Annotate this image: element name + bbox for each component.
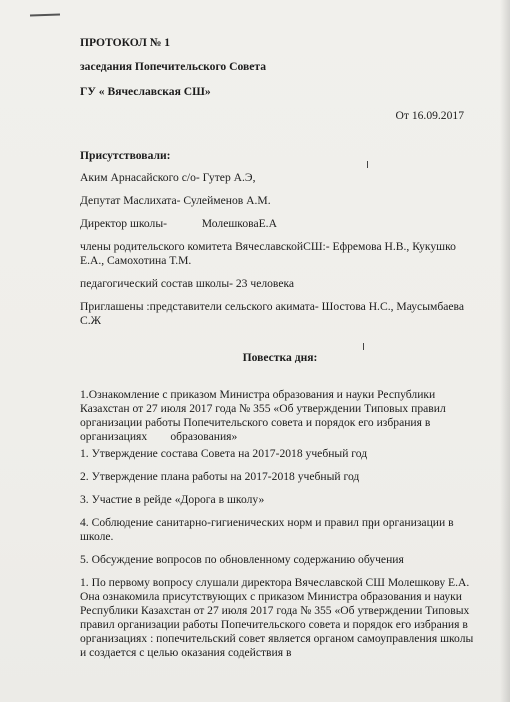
- protocol-text: [80, 36, 480, 660]
- page-edge-shadow: [500, 0, 510, 702]
- protocol-title: ПРОТОКОЛ № 1: [80, 36, 171, 49]
- minutes-paragraph: 1. По первому вопросу слушали директора Вячеславской СШ Молешкову Е.А. Она ознакомила присутствующих с приказом Министра образования и науки Республики Казахстан от 27 июля 2017 года № 355 «Об утверждении Типовых правил организации работы Попечительского совета и порядок его избрания в организациях : попечительский совет является органом самоуправления школы и создается с целью оказания содействия в: [80, 576, 474, 659]
- agenda-item: 5. Обсуждение вопросов по обновленному содержанию обучения: [80, 553, 404, 566]
- agenda-item: 3. Участие в рейде «Дорога в школу»: [80, 493, 265, 506]
- agenda-item: 4. Соблюдение санитарно-гигиенических норм и правил при организации в школе.: [80, 516, 454, 543]
- attendee-line: Приглашены :представители сельского акимата- Шостова Н.С., Маусымбаева С.Ж: [80, 300, 464, 327]
- attendee-line: Депутат Маслихата- Сулейменов А.М.: [80, 194, 271, 207]
- protocol-date: От 16.09.2017: [395, 109, 464, 122]
- agenda-heading: Повестка дня:: [242, 351, 318, 364]
- organization-name: ГУ « Вячеславская СШ»: [80, 85, 211, 98]
- attendee-line: Аким Арнасайского с/о- Гутер А.Э,: [80, 171, 256, 184]
- attendee-line: педагогический состав школы- 23 человека: [80, 277, 295, 290]
- agenda-item: 2. Утверждение плана работы на 2017-2018 учебный год: [80, 470, 360, 483]
- agenda-item: 1.Ознакомление с приказом Министра образования и науки Республики Казахстан от 27 июля 2017 года № 355 «Об утверждении Типовых правил организации работы Попечительского совета и порядок его избрания в организациях образования»: [80, 388, 449, 443]
- attendee-line: члены родительского комитета ВячеславскойСШ:- Ефремова Н.В., Кукушко Е.А., Самохотина Т.М.: [80, 240, 456, 267]
- pen-mark: [30, 13, 60, 16]
- protocol-subtitle: заседания Попечительского Совета: [80, 60, 267, 73]
- agenda-item: 1. Утверждение состава Совета на 2017-2018 учебный год: [80, 447, 368, 460]
- attendance-heading: Присутствовали:: [80, 149, 171, 162]
- attendee-line: Директор школы- МолешковаЕ.А: [80, 217, 277, 230]
